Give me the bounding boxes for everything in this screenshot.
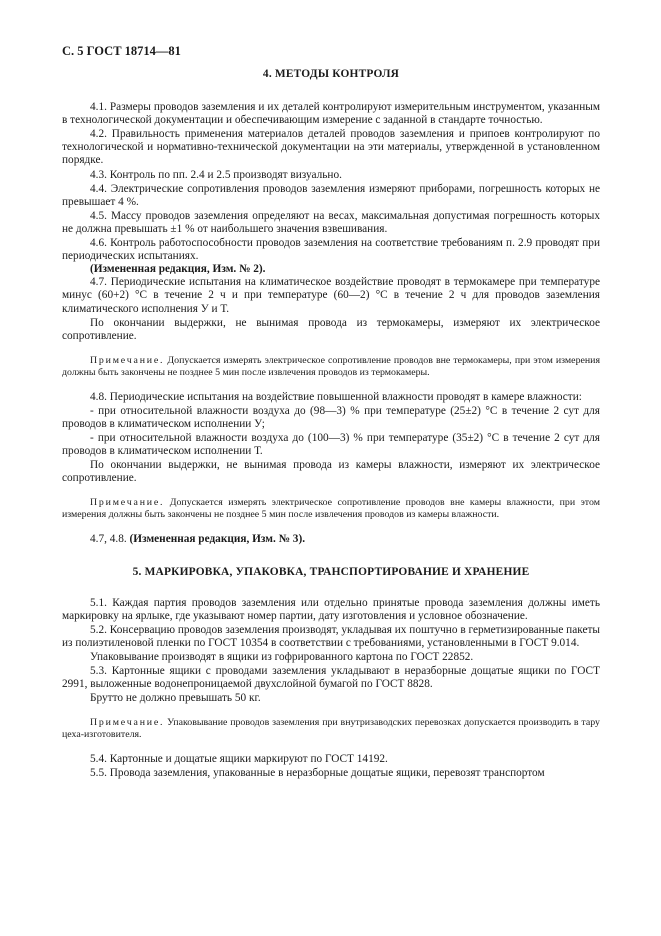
paragraph-4-5: 4.5. Массу проводов заземления определяют на весах, максимальная допустимая погрешность которых не должна превышать ±1 % от наибольшего значения взвешивания.: [62, 209, 600, 235]
note-packaging: [62, 717, 600, 741]
page-content: [62, 60, 600, 781]
note-thermochamber: [62, 355, 600, 379]
paragraph-4-8-humidity-u: - при относительной влажности воздуха до (98—3) % при температуре (25±2) °С в течение 2 сут для проводов в климатическом исполнении У;: [62, 404, 600, 430]
note-label: Примечание.: [90, 717, 165, 729]
paragraph-5-2-continued: Упаковывание производят в ящики из гофрированного картона по ГОСТ 22852.: [90, 651, 474, 663]
note-humidity-chamber: [62, 497, 600, 521]
note-text: Допускается измерять электрическое сопротивление проводов вне термокамеры, при этом измерения должны быть закончены не позднее 5 мин после извлечения проводов из термокамеры.: [62, 354, 601, 378]
paragraph-4-8: 4.8. Периодические испытания на воздействие повышенной влажности проводят в камере влажности:: [90, 390, 582, 403]
paragraph-4-8-humidity-t: - при относительной влажности воздуха до (100—3) % при температуре (35±2) °С в течение 2 сут для проводов в климатическом исполнении Т.: [62, 432, 600, 458]
section-5-title: 5. МАРКИРОВКА, УПАКОВКА, ТРАНСПОРТИРОВАНИЕ И ХРАНЕНИЕ: [132, 565, 530, 578]
paragraph-4-8-continued: По окончании выдержки, не вынимая провода из камеры влажности, измеряют их электрическое сопротивление.: [62, 459, 600, 485]
revision-note-3: [62, 533, 600, 546]
paragraph-4-4: 4.4. Электрические сопротивления проводов заземления измеряют приборами, погрешность которых не превышает 4 %.: [62, 182, 600, 208]
revision-items: 4.7, 4.8.: [90, 533, 127, 546]
paragraph-5-2: 5.2. Консервацию проводов заземления производят, укладывая их поштучно в герметизированные пакеты из полиэтиленовой пленки по ГОСТ 10354 в соответствии с требованиями, установленными в ГОСТ 9.014.: [62, 623, 600, 649]
note-text: Упаковывание проводов заземления при внутризаводских перевозках допускается производить в тару цеха-изготовителя.: [62, 717, 600, 741]
paragraph-5-4: 5.4. Картонные и дощатые ящики маркируют по ГОСТ 14192.: [90, 753, 388, 766]
paragraph-4-7: 4.7. Периодические испытания на климатическое воздействие проводят в термокамере при температуре минус (60+2) °С в течение 2 ч и при температуре (60—2) °С в течение 2 ч для проводов заземления климатического исполнения У и Т.: [62, 276, 600, 315]
paragraph-4-7-continued: По окончании выдержки, не вынимая провода из термокамеры, измеряют их электрическое сопротивление.: [62, 316, 600, 342]
paragraph-5-1: 5.1. Каждая партия проводов заземления или отдельно принятые провода заземления должны иметь маркировку на ярлыке, где указывают номер партии, дату изготовления и условное обозначение.: [62, 596, 600, 622]
revision-text: (Измененная редакция, Изм. № 3).: [129, 533, 306, 546]
paragraph-4-6: 4.6. Контроль работоспособности проводов заземления на соответствие требованиям п. 2.9 проводят при периодических испытаниях.: [62, 237, 600, 263]
section-4-title: 4. МЕТОДЫ КОНТРОЛЯ: [262, 68, 400, 80]
paragraph-5-3-continued: Брутто не должно превышать 50 кг.: [90, 692, 261, 705]
note-text: Допускается измерять электрическое сопротивление проводов вне камеры влажности, при этом измерения должны быть закончены не позднее 5 мин после извлечения проводов из камеры влажности.: [62, 497, 600, 521]
note-label: Примечание.: [90, 354, 165, 366]
paragraph-4-3: 4.3. Контроль по пп. 2.4 и 2.5 производят визуально.: [90, 168, 342, 181]
paragraph-5-5: 5.5. Провода заземления, упакованные в неразборные дощатые ящики, перевозят транспортом: [90, 767, 545, 780]
page-header: С. 5 ГОСТ 18714—81: [62, 44, 181, 58]
paragraph-4-1: 4.1. Размеры проводов заземления и их деталей контролируют измерительным инструментом, указанным в технологической документации и обеспечивающим измерение с заданной в стандарте точностью.: [62, 101, 600, 127]
note-label: Примечание.: [90, 497, 165, 509]
paragraph-5-3: 5.3. Картонные ящики с проводами заземления укладывают в неразборные дощатые ящики по ГОСТ 2991, выложенные водонепроницаемой двухслойной бумагой по ГОСТ 8828.: [62, 665, 600, 691]
paragraph-4-2: 4.2. Правильность применения материалов деталей проводов заземления и припоев контролируют по технологической и нормативно-технической документации на эти материалы, утвержденной в установленном порядке.: [62, 128, 600, 167]
revision-note-2: (Измененная редакция, Изм. № 2).: [90, 263, 266, 276]
